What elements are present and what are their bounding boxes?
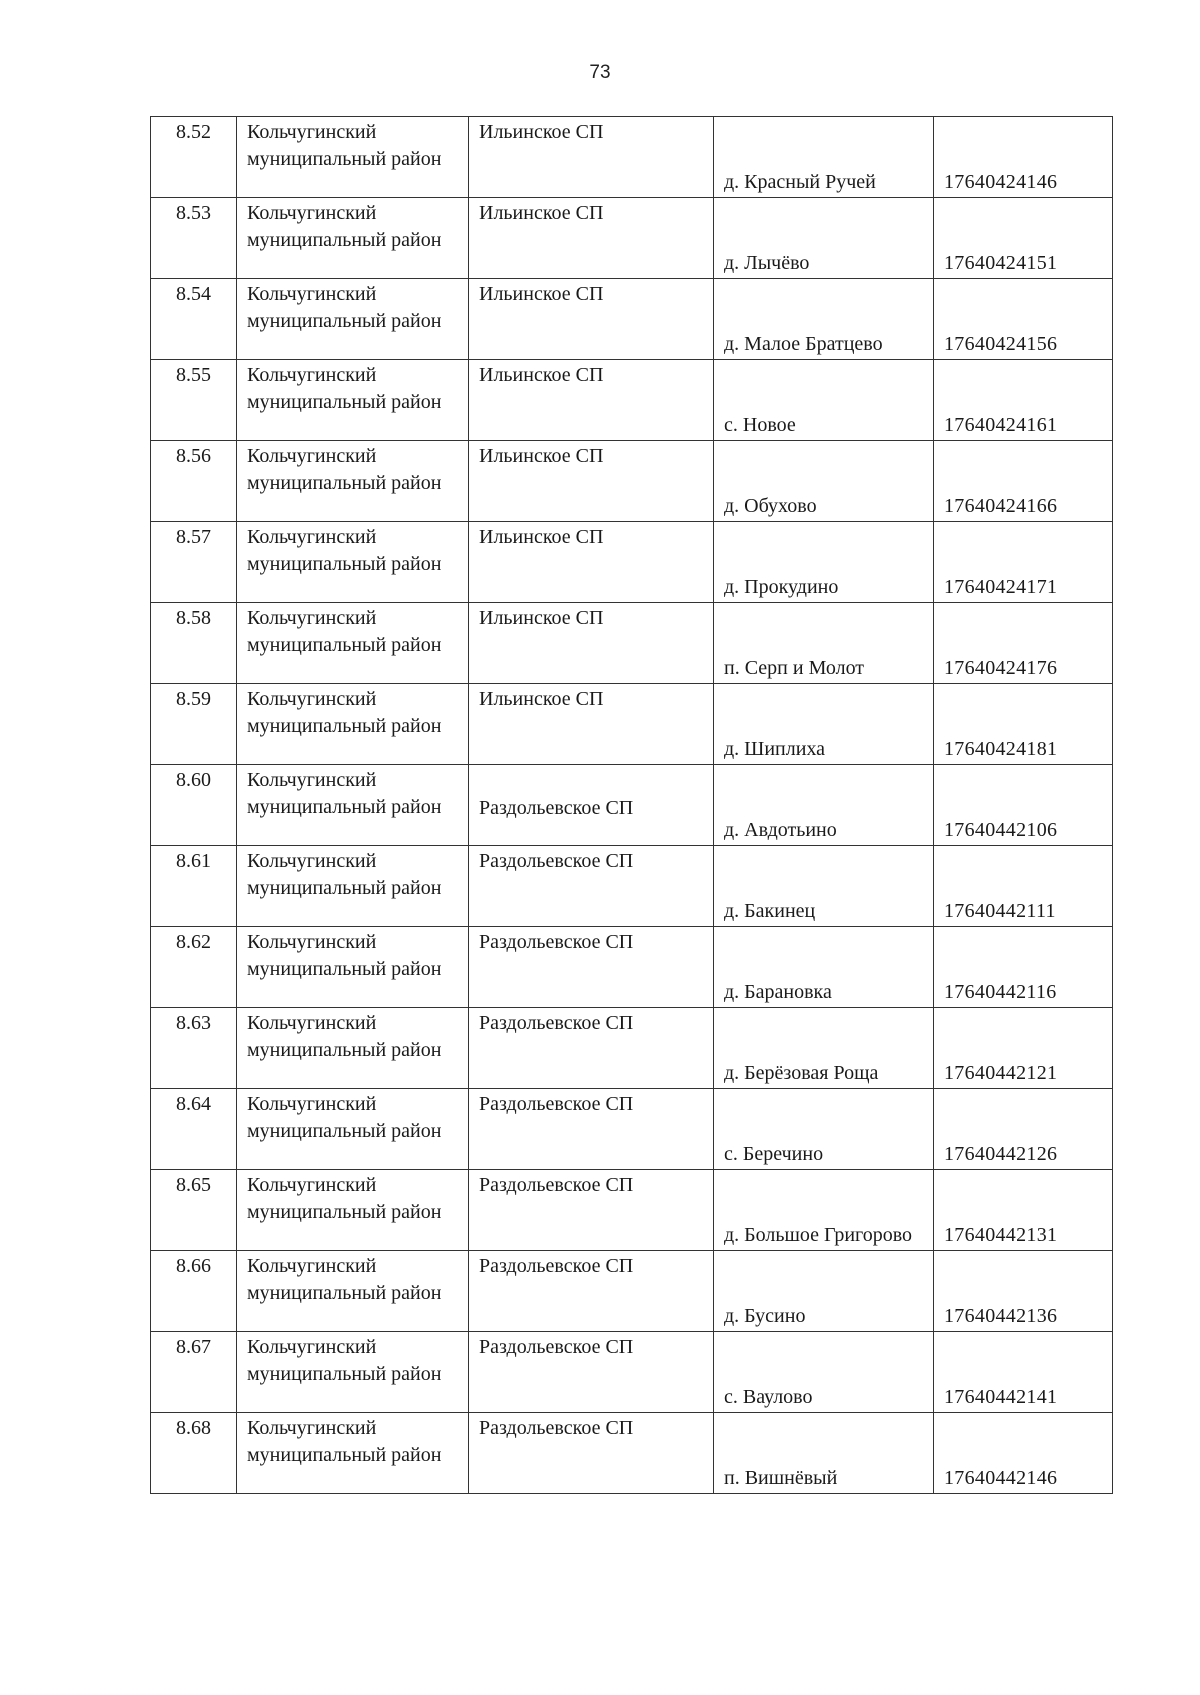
settlement-cell	[469, 603, 714, 684]
district-cell	[237, 684, 469, 765]
settlement-cell-text: Ильинское СП	[479, 526, 604, 548]
oktmo-code-cell	[934, 522, 1113, 603]
locality-cell-text: д. Бусино	[724, 1305, 806, 1327]
district-cell	[237, 1008, 469, 1089]
row-number	[151, 117, 237, 198]
locality-cell-text: д. Прокудино	[724, 576, 839, 598]
settlement-cell-text: Ильинское СП	[479, 283, 604, 305]
locality-cell-text: д. Барановка	[724, 981, 832, 1003]
settlement-cell	[469, 360, 714, 441]
row-number	[151, 441, 237, 522]
settlement-cell-text: Раздольевское СП	[479, 850, 634, 872]
row-number	[151, 765, 237, 846]
locality-cell-text: д. Бакинец	[724, 900, 816, 922]
row-number-text: 8.59	[176, 688, 211, 710]
locality-cell	[714, 117, 934, 198]
locality-cell	[714, 684, 934, 765]
table-body	[151, 117, 1113, 1494]
oktmo-code-cell	[934, 117, 1113, 198]
locality-cell	[714, 1008, 934, 1089]
district-cell	[237, 279, 469, 360]
locality-cell	[714, 927, 934, 1008]
locality-cell-text: п. Вишнёвый	[724, 1467, 838, 1489]
row-number	[151, 1251, 237, 1332]
district-cell-text: Кольчугинский муниципальный район	[247, 121, 442, 170]
row-number	[151, 684, 237, 765]
row-number-text: 8.67	[176, 1336, 211, 1358]
locality-cell	[714, 198, 934, 279]
district-cell-text: Кольчугинский муниципальный район	[247, 1255, 442, 1304]
row-number	[151, 279, 237, 360]
table-row	[151, 1008, 1113, 1089]
locality-cell	[714, 522, 934, 603]
locality-cell-text: д. Большое Григорово	[724, 1224, 913, 1246]
row-number-text: 8.65	[176, 1174, 211, 1196]
locality-cell-text: д. Берёзовая Роща	[724, 1062, 879, 1084]
district-cell-text: Кольчугинский муниципальный район	[247, 1174, 442, 1223]
oktmo-code-cell-text: 17640424181	[944, 738, 1058, 760]
settlement-cell	[469, 1413, 714, 1494]
district-cell	[237, 846, 469, 927]
district-cell-text: Кольчугинский муниципальный район	[247, 283, 442, 332]
row-number	[151, 927, 237, 1008]
oktmo-code-cell	[934, 1170, 1113, 1251]
table-row	[151, 765, 1113, 846]
district-cell	[237, 1413, 469, 1494]
page-number: 73	[589, 62, 611, 83]
oktmo-code-cell-text: 17640424151	[944, 252, 1058, 274]
district-cell	[237, 360, 469, 441]
oktmo-code-cell	[934, 927, 1113, 1008]
oktmo-code-cell	[934, 441, 1113, 522]
oktmo-code-cell	[934, 1251, 1113, 1332]
row-number	[151, 1413, 237, 1494]
district-cell	[237, 1170, 469, 1251]
table-row	[151, 1332, 1113, 1413]
oktmo-code-cell	[934, 1413, 1113, 1494]
district-cell	[237, 1251, 469, 1332]
settlement-cell-text: Ильинское СП	[479, 364, 604, 386]
settlement-cell	[469, 117, 714, 198]
district-cell-text: Кольчугинский муниципальный район	[247, 769, 442, 818]
oktmo-code-cell-text: 17640424176	[944, 657, 1058, 679]
row-number-text: 8.68	[176, 1417, 211, 1439]
settlement-cell-text: Раздольевское СП	[479, 931, 634, 953]
district-cell-text: Кольчугинский муниципальный район	[247, 607, 442, 656]
oktmo-code-cell	[934, 360, 1113, 441]
row-number-text: 8.52	[176, 121, 211, 143]
oktmo-code-cell	[934, 603, 1113, 684]
settlement-cell	[469, 1251, 714, 1332]
settlement-cell-text: Ильинское СП	[479, 688, 604, 710]
row-number	[151, 1089, 237, 1170]
settlement-cell-text: Ильинское СП	[479, 202, 604, 224]
district-cell-text: Кольчугинский муниципальный район	[247, 202, 442, 251]
district-cell	[237, 603, 469, 684]
district-cell	[237, 1332, 469, 1413]
locality-cell-text: д. Красный Ручей	[724, 171, 876, 193]
settlement-cell-text: Раздольевское СП	[479, 797, 634, 819]
locality-cell	[714, 360, 934, 441]
settlement-cell	[469, 1170, 714, 1251]
district-cell-text: Кольчугинский муниципальный район	[247, 1012, 442, 1061]
row-number-text: 8.64	[176, 1093, 211, 1115]
oktmo-code-cell	[934, 846, 1113, 927]
oktmo-code-cell	[934, 684, 1113, 765]
locality-cell	[714, 1089, 934, 1170]
locality-cell	[714, 765, 934, 846]
settlement-cell	[469, 198, 714, 279]
district-cell-text: Кольчугинский муниципальный район	[247, 526, 442, 575]
oktmo-code-cell-text: 17640442116	[944, 981, 1057, 1003]
table-row	[151, 360, 1113, 441]
row-number	[151, 603, 237, 684]
table-row	[151, 684, 1113, 765]
district-cell	[237, 117, 469, 198]
settlement-cell-text: Раздольевское СП	[479, 1417, 634, 1439]
locality-cell-text: д. Лычёво	[724, 252, 810, 274]
row-number-text: 8.53	[176, 202, 211, 224]
settlement-cell-text: Раздольевское СП	[479, 1093, 634, 1115]
district-cell	[237, 927, 469, 1008]
locality-cell	[714, 603, 934, 684]
settlement-cell	[469, 441, 714, 522]
locality-cell-text: с. Новое	[724, 414, 796, 436]
district-cell	[237, 522, 469, 603]
oktmo-code-cell	[934, 765, 1113, 846]
row-number-text: 8.66	[176, 1255, 211, 1277]
row-number	[151, 198, 237, 279]
row-number-text: 8.58	[176, 607, 211, 629]
oktmo-code-cell-text: 17640442126	[944, 1143, 1058, 1165]
table-row	[151, 522, 1113, 603]
settlement-cell-text: Ильинское СП	[479, 607, 604, 629]
row-number-text: 8.61	[176, 850, 211, 872]
row-number-text: 8.54	[176, 283, 211, 305]
settlement-cell-text: Ильинское СП	[479, 445, 604, 467]
row-number	[151, 522, 237, 603]
oktmo-code-cell	[934, 198, 1113, 279]
district-cell-text: Кольчугинский муниципальный район	[247, 688, 442, 737]
locality-cell	[714, 1332, 934, 1413]
locality-cell	[714, 441, 934, 522]
oktmo-code-cell-text: 17640442111	[944, 900, 1056, 922]
locality-cell-text: д. Авдотьино	[724, 819, 837, 841]
oktmo-code-cell	[934, 1332, 1113, 1413]
locality-cell-text: с. Ваулово	[724, 1386, 813, 1408]
oktmo-code-cell	[934, 279, 1113, 360]
settlement-cell	[469, 522, 714, 603]
settlement-cell-text: Раздольевское СП	[479, 1255, 634, 1277]
row-number-text: 8.63	[176, 1012, 211, 1034]
row-number	[151, 1332, 237, 1413]
district-cell-text: Кольчугинский муниципальный район	[247, 445, 442, 494]
district-cell-text: Кольчугинский муниципальный район	[247, 931, 442, 980]
row-number-text: 8.57	[176, 526, 211, 548]
locality-cell	[714, 1413, 934, 1494]
locality-cell-text: д. Малое Братцево	[724, 333, 883, 355]
district-cell-text: Кольчугинский муниципальный район	[247, 1417, 442, 1466]
row-number	[151, 1008, 237, 1089]
table-row	[151, 927, 1113, 1008]
district-cell	[237, 441, 469, 522]
settlement-cell	[469, 1008, 714, 1089]
oktmo-code-cell-text: 17640442131	[944, 1224, 1058, 1246]
district-cell	[237, 1089, 469, 1170]
row-number	[151, 1170, 237, 1251]
settlement-cell	[469, 279, 714, 360]
table-row	[151, 846, 1113, 927]
district-cell-text: Кольчугинский муниципальный район	[247, 1336, 442, 1385]
oktmo-code-cell	[934, 1089, 1113, 1170]
district-cell-text: Кольчугинский муниципальный район	[247, 364, 442, 413]
oktmo-code-cell-text: 17640424146	[944, 171, 1058, 193]
settlement-cell	[469, 846, 714, 927]
row-number-text: 8.60	[176, 769, 211, 791]
table-row	[151, 1413, 1113, 1494]
locality-cell	[714, 1251, 934, 1332]
table-row	[151, 198, 1113, 279]
oktmo-code-cell-text: 17640442141	[944, 1386, 1058, 1408]
settlement-cell-text: Раздольевское СП	[479, 1336, 634, 1358]
oktmo-code-cell-text: 17640424156	[944, 333, 1058, 355]
settlement-cell	[469, 1089, 714, 1170]
row-number	[151, 360, 237, 441]
table-row	[151, 117, 1113, 198]
locality-cell	[714, 279, 934, 360]
settlement-cell-text: Раздольевское СП	[479, 1174, 634, 1196]
oktmo-code-cell-text: 17640442136	[944, 1305, 1058, 1327]
settlement-cell-text: Раздольевское СП	[479, 1012, 634, 1034]
oktmo-code-cell	[934, 1008, 1113, 1089]
settlements-table	[150, 116, 1113, 1494]
row-number-text: 8.56	[176, 445, 211, 467]
row-number	[151, 846, 237, 927]
row-number-text: 8.55	[176, 364, 211, 386]
locality-cell-text: п. Серп и Молот	[724, 657, 865, 679]
row-number-text: 8.62	[176, 931, 211, 953]
locality-cell-text: с. Беречино	[724, 1143, 824, 1165]
table-row	[151, 603, 1113, 684]
table-row	[151, 1251, 1113, 1332]
district-cell	[237, 198, 469, 279]
locality-cell	[714, 1170, 934, 1251]
locality-cell	[714, 846, 934, 927]
oktmo-code-cell-text: 17640442146	[944, 1467, 1058, 1489]
settlement-cell	[469, 1332, 714, 1413]
district-cell-text: Кольчугинский муниципальный район	[247, 850, 442, 899]
settlement-cell	[469, 765, 714, 846]
settlement-cell-text: Ильинское СП	[479, 121, 604, 143]
oktmo-code-cell-text: 17640442121	[944, 1062, 1058, 1084]
locality-cell-text: д. Шиплиха	[724, 738, 826, 760]
table-row	[151, 1089, 1113, 1170]
oktmo-code-cell-text: 17640424166	[944, 495, 1058, 517]
oktmo-code-cell-text: 17640424171	[944, 576, 1058, 598]
district-cell-text: Кольчугинский муниципальный район	[247, 1093, 442, 1142]
table-row	[151, 441, 1113, 522]
oktmo-code-cell-text: 17640424161	[944, 414, 1058, 436]
settlement-cell	[469, 927, 714, 1008]
table-row	[151, 1170, 1113, 1251]
oktmo-code-cell-text: 17640442106	[944, 819, 1058, 841]
district-cell	[237, 765, 469, 846]
locality-cell-text: д. Обухово	[724, 495, 817, 517]
settlement-cell	[469, 684, 714, 765]
table-row	[151, 279, 1113, 360]
